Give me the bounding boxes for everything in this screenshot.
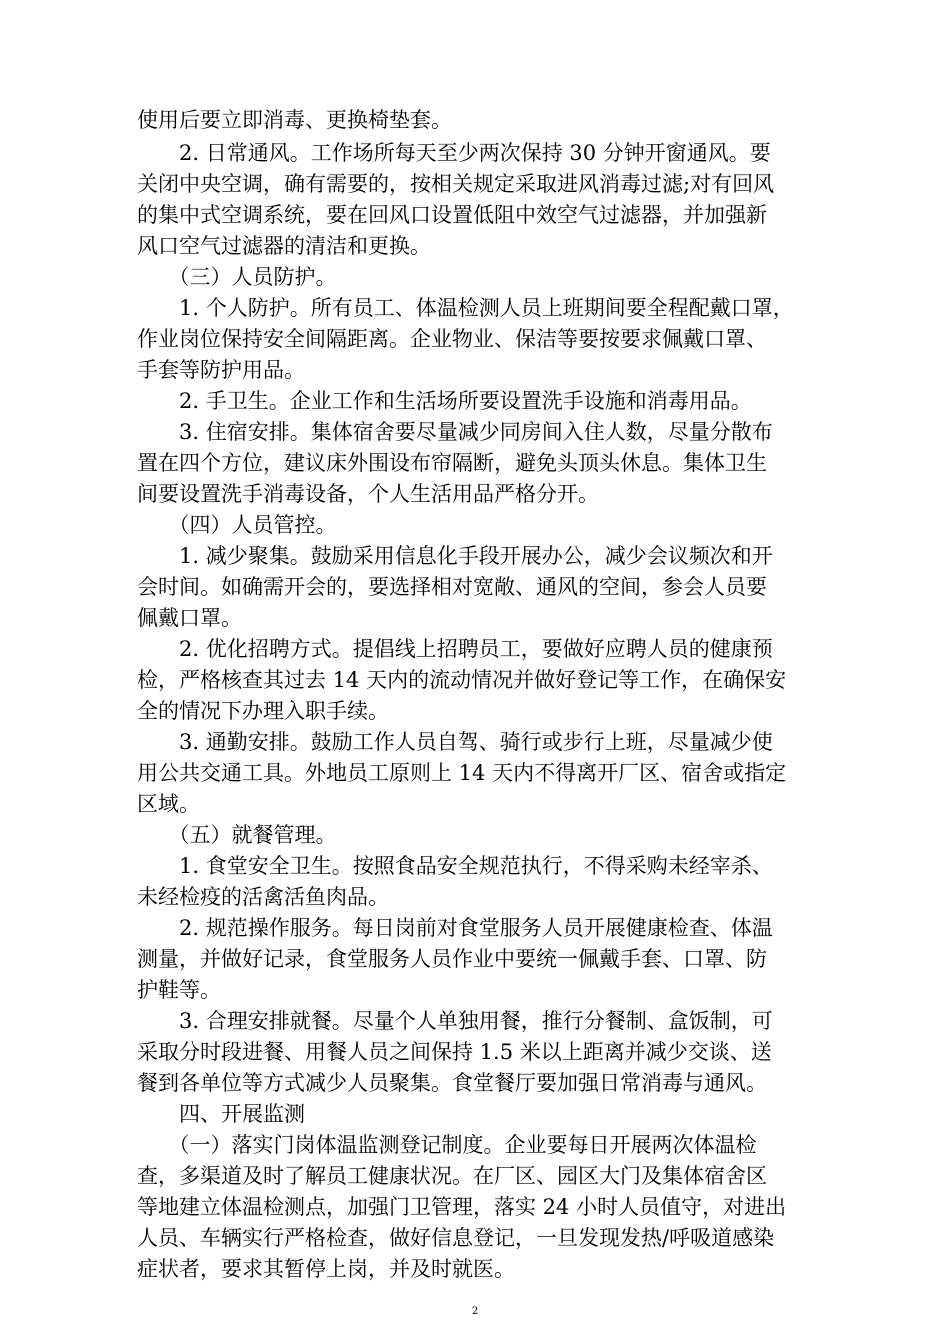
text-line: 人员、车辆实行严格检查，做好信息登记，一旦发现发热/呼吸道感染 (137, 1226, 775, 1250)
section-heading: 四、开展监测 (137, 1102, 305, 1126)
text-line: 风口空气过滤器的清洁和更换。 (137, 234, 431, 258)
text-line: 用公共交通工具。外地员工原则上 14 天内不得离开厂区、宿舍或指定 (137, 761, 787, 785)
text-line: 1. 食堂安全卫生。按照食品安全规范执行，不得采购未经宰杀、 (137, 854, 773, 878)
text-line: 3. 住宿安排。集体宿舍要尽量减少同房间入住人数，尽量分散布 (137, 420, 773, 444)
text-line: 护鞋等。 (137, 978, 221, 1002)
text-line: （一）落实门岗体温监测登记制度。企业要每日开展两次体温检 (137, 1133, 757, 1157)
text-line: 使用后要立即消毒、更换椅垫套。 (137, 108, 452, 132)
text-line: 关闭中央空调，确有需要的，按相关规定采取进风消毒过滤;对有回风 (137, 172, 775, 196)
text-line: 2. 手卫生。企业工作和生活场所要设置洗手设施和消毒用品。 (137, 389, 752, 413)
text-line: 检，严格核查其过去 14 天内的流动情况并做好登记等工作，在确保安 (137, 668, 787, 692)
text-line: 3. 合理安排就餐。尽量个人单独用餐，推行分餐制、盒饭制，可 (137, 1009, 773, 1033)
text-line: 全的情况下办理入职手续。 (137, 699, 389, 723)
text-line: 1. 个人防护。所有员工、体温检测人员上班期间要全程配戴口罩， (137, 296, 794, 320)
text-line: 测量，并做好记录，食堂服务人员作业中要统一佩戴手套、口罩、防 (137, 947, 767, 971)
section-heading: （三）人员防护。 (137, 265, 337, 289)
text-line: 查，多渠道及时了解员工健康状况。在厂区、园区大门及集体宿舍区 (137, 1164, 767, 1188)
text-line: 采取分时段进餐、用餐人员之间保持 1.5 米以上距离并减少交谈、送 (137, 1040, 772, 1064)
text-line: 间要设置洗手消毒设备，个人生活用品严格分开。 (137, 482, 599, 506)
text-line: 未经检疫的活禽活鱼肉品。 (137, 885, 389, 909)
text-line: 置在四个方位，建议床外围设布帘隔断，避免头顶头休息。集体卫生 (137, 451, 767, 475)
text-line: 2. 规范操作服务。每日岗前对食堂服务人员开展健康检查、体温 (137, 916, 773, 940)
text-line: 会时间。如确需开会的，要选择相对宽敞、通风的空间，参会人员要 (137, 575, 767, 599)
text-line: 症状者，要求其暂停上岗，并及时就医。 (137, 1257, 515, 1281)
section-heading: （五）就餐管理。 (137, 823, 337, 847)
text-line: 等地建立体温检测点，加强门卫管理，落实 24 小时人员值守，对进出 (137, 1195, 787, 1219)
text-line: 佩戴口罩。 (137, 606, 242, 630)
section-heading: （四）人员管控。 (137, 513, 337, 537)
text-line: 2. 日常通风。工作场所每天至少两次保持 30 分钟开窗通风。要 (137, 141, 771, 165)
page-number: 2 (471, 1306, 479, 1317)
text-line: 1. 减少聚集。鼓励采用信息化手段开展办公，减少会议频次和开 (137, 544, 773, 568)
text-line: 3. 通勤安排。鼓励工作人员自驾、骑行或步行上班，尽量减少使 (137, 730, 773, 754)
text-line: 的集中式空调系统，要在回风口设置低阻中效空气过滤器，并加强新 (137, 203, 767, 227)
text-line: 区域。 (137, 792, 200, 816)
text-line: 手套等防护用品。 (137, 358, 305, 382)
text-line: 餐到各单位等方式减少人员聚集。食堂餐厅要加强日常消毒与通风。 (137, 1071, 767, 1095)
text-line: 作业岗位保持安全间隔距离。企业物业、保洁等要按要求佩戴口罩、 (137, 327, 767, 351)
text-line: 2. 优化招聘方式。提倡线上招聘员工，要做好应聘人员的健康预 (137, 637, 773, 661)
